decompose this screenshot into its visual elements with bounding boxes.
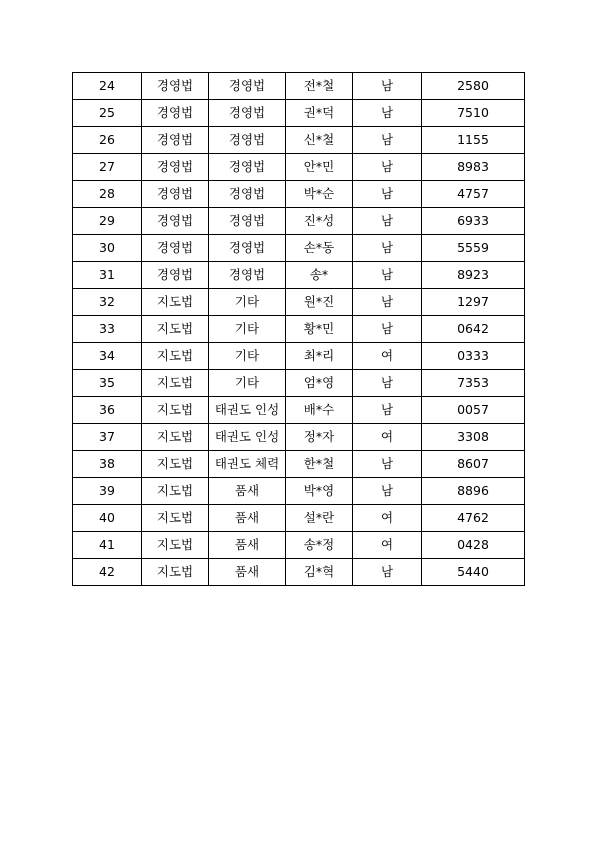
name-cell: 한*철: [286, 451, 353, 478]
id-code-cell: 3308: [422, 424, 525, 451]
id-code-cell: 8896: [422, 478, 525, 505]
category-cell: 경영법: [142, 235, 209, 262]
name-cell: 권*덕: [286, 100, 353, 127]
table-row: [73, 235, 525, 262]
category-cell: 지도법: [142, 559, 209, 586]
table-row: [73, 559, 525, 586]
record-table-body: [73, 73, 525, 586]
id-code-cell: 8923: [422, 262, 525, 289]
name-cell: 원*진: [286, 289, 353, 316]
table-row: [73, 181, 525, 208]
id-code-cell: 5440: [422, 559, 525, 586]
category-cell: 경영법: [142, 100, 209, 127]
name-cell: 박*영: [286, 478, 353, 505]
row-number-cell: 41: [73, 532, 142, 559]
subject-cell: 품새: [209, 559, 286, 586]
gender-cell: 남: [353, 451, 422, 478]
subject-cell: 기타: [209, 343, 286, 370]
category-cell: 지도법: [142, 532, 209, 559]
id-code-cell: 1297: [422, 289, 525, 316]
table-row: [73, 127, 525, 154]
gender-cell: 남: [353, 100, 422, 127]
name-cell: 신*철: [286, 127, 353, 154]
gender-cell: 여: [353, 343, 422, 370]
row-number-cell: 27: [73, 154, 142, 181]
subject-cell: 경영법: [209, 100, 286, 127]
category-cell: 지도법: [142, 316, 209, 343]
table-row: [73, 100, 525, 127]
name-cell: 김*혁: [286, 559, 353, 586]
table-row: [73, 262, 525, 289]
name-cell: 손*동: [286, 235, 353, 262]
subject-cell: 기타: [209, 370, 286, 397]
gender-cell: 여: [353, 532, 422, 559]
gender-cell: 남: [353, 235, 422, 262]
subject-cell: 경영법: [209, 181, 286, 208]
gender-cell: 남: [353, 73, 422, 100]
subject-cell: 태권도 체력: [209, 451, 286, 478]
name-cell: 송*정: [286, 532, 353, 559]
subject-cell: 경영법: [209, 73, 286, 100]
name-cell: 정*자: [286, 424, 353, 451]
name-cell: 엄*영: [286, 370, 353, 397]
id-code-cell: 0057: [422, 397, 525, 424]
subject-cell: 태권도 인성: [209, 424, 286, 451]
category-cell: 지도법: [142, 370, 209, 397]
id-code-cell: 4762: [422, 505, 525, 532]
row-number-cell: 39: [73, 478, 142, 505]
name-cell: 설*란: [286, 505, 353, 532]
name-cell: 진*성: [286, 208, 353, 235]
row-number-cell: 33: [73, 316, 142, 343]
id-code-cell: 4757: [422, 181, 525, 208]
gender-cell: 남: [353, 559, 422, 586]
gender-cell: 남: [353, 289, 422, 316]
gender-cell: 남: [353, 127, 422, 154]
row-number-cell: 31: [73, 262, 142, 289]
id-code-cell: 7510: [422, 100, 525, 127]
subject-cell: 품새: [209, 505, 286, 532]
gender-cell: 남: [353, 397, 422, 424]
gender-cell: 남: [353, 478, 422, 505]
id-code-cell: 1155: [422, 127, 525, 154]
table-row: [73, 316, 525, 343]
record-table: [72, 72, 525, 586]
table-row: [73, 289, 525, 316]
subject-cell: 기타: [209, 316, 286, 343]
name-cell: 전*철: [286, 73, 353, 100]
table-row: [73, 343, 525, 370]
subject-cell: 태권도 인성: [209, 397, 286, 424]
category-cell: 지도법: [142, 289, 209, 316]
id-code-cell: 7353: [422, 370, 525, 397]
table-row: [73, 532, 525, 559]
subject-cell: 경영법: [209, 208, 286, 235]
row-number-cell: 40: [73, 505, 142, 532]
id-code-cell: 0428: [422, 532, 525, 559]
table-row: [73, 478, 525, 505]
id-code-cell: 0333: [422, 343, 525, 370]
category-cell: 경영법: [142, 208, 209, 235]
category-cell: 지도법: [142, 397, 209, 424]
gender-cell: 남: [353, 208, 422, 235]
subject-cell: 품새: [209, 532, 286, 559]
category-cell: 경영법: [142, 181, 209, 208]
row-number-cell: 30: [73, 235, 142, 262]
subject-cell: 경영법: [209, 154, 286, 181]
row-number-cell: 35: [73, 370, 142, 397]
subject-cell: 기타: [209, 289, 286, 316]
category-cell: 지도법: [142, 343, 209, 370]
category-cell: 지도법: [142, 451, 209, 478]
gender-cell: 여: [353, 505, 422, 532]
id-code-cell: 8607: [422, 451, 525, 478]
row-number-cell: 26: [73, 127, 142, 154]
table-row: [73, 208, 525, 235]
id-code-cell: 0642: [422, 316, 525, 343]
subject-cell: 경영법: [209, 262, 286, 289]
name-cell: 안*민: [286, 154, 353, 181]
table-row: [73, 451, 525, 478]
table-row: [73, 505, 525, 532]
table-row: [73, 154, 525, 181]
gender-cell: 남: [353, 316, 422, 343]
id-code-cell: 8983: [422, 154, 525, 181]
name-cell: 송*: [286, 262, 353, 289]
gender-cell: 남: [353, 262, 422, 289]
name-cell: 배*수: [286, 397, 353, 424]
id-code-cell: 2580: [422, 73, 525, 100]
subject-cell: 경영법: [209, 235, 286, 262]
gender-cell: 여: [353, 424, 422, 451]
table-row: [73, 73, 525, 100]
row-number-cell: 36: [73, 397, 142, 424]
row-number-cell: 25: [73, 100, 142, 127]
gender-cell: 남: [353, 181, 422, 208]
id-code-cell: 5559: [422, 235, 525, 262]
category-cell: 지도법: [142, 478, 209, 505]
category-cell: 지도법: [142, 505, 209, 532]
table-row: [73, 397, 525, 424]
category-cell: 경영법: [142, 154, 209, 181]
category-cell: 지도법: [142, 424, 209, 451]
row-number-cell: 34: [73, 343, 142, 370]
id-code-cell: 6933: [422, 208, 525, 235]
name-cell: 최*리: [286, 343, 353, 370]
category-cell: 경영법: [142, 73, 209, 100]
table-row: [73, 370, 525, 397]
name-cell: 박*순: [286, 181, 353, 208]
table-row: [73, 424, 525, 451]
row-number-cell: 38: [73, 451, 142, 478]
row-number-cell: 37: [73, 424, 142, 451]
gender-cell: 남: [353, 370, 422, 397]
category-cell: 경영법: [142, 127, 209, 154]
row-number-cell: 32: [73, 289, 142, 316]
subject-cell: 경영법: [209, 127, 286, 154]
category-cell: 경영법: [142, 262, 209, 289]
row-number-cell: 24: [73, 73, 142, 100]
row-number-cell: 29: [73, 208, 142, 235]
row-number-cell: 42: [73, 559, 142, 586]
row-number-cell: 28: [73, 181, 142, 208]
name-cell: 황*민: [286, 316, 353, 343]
gender-cell: 남: [353, 154, 422, 181]
subject-cell: 품새: [209, 478, 286, 505]
